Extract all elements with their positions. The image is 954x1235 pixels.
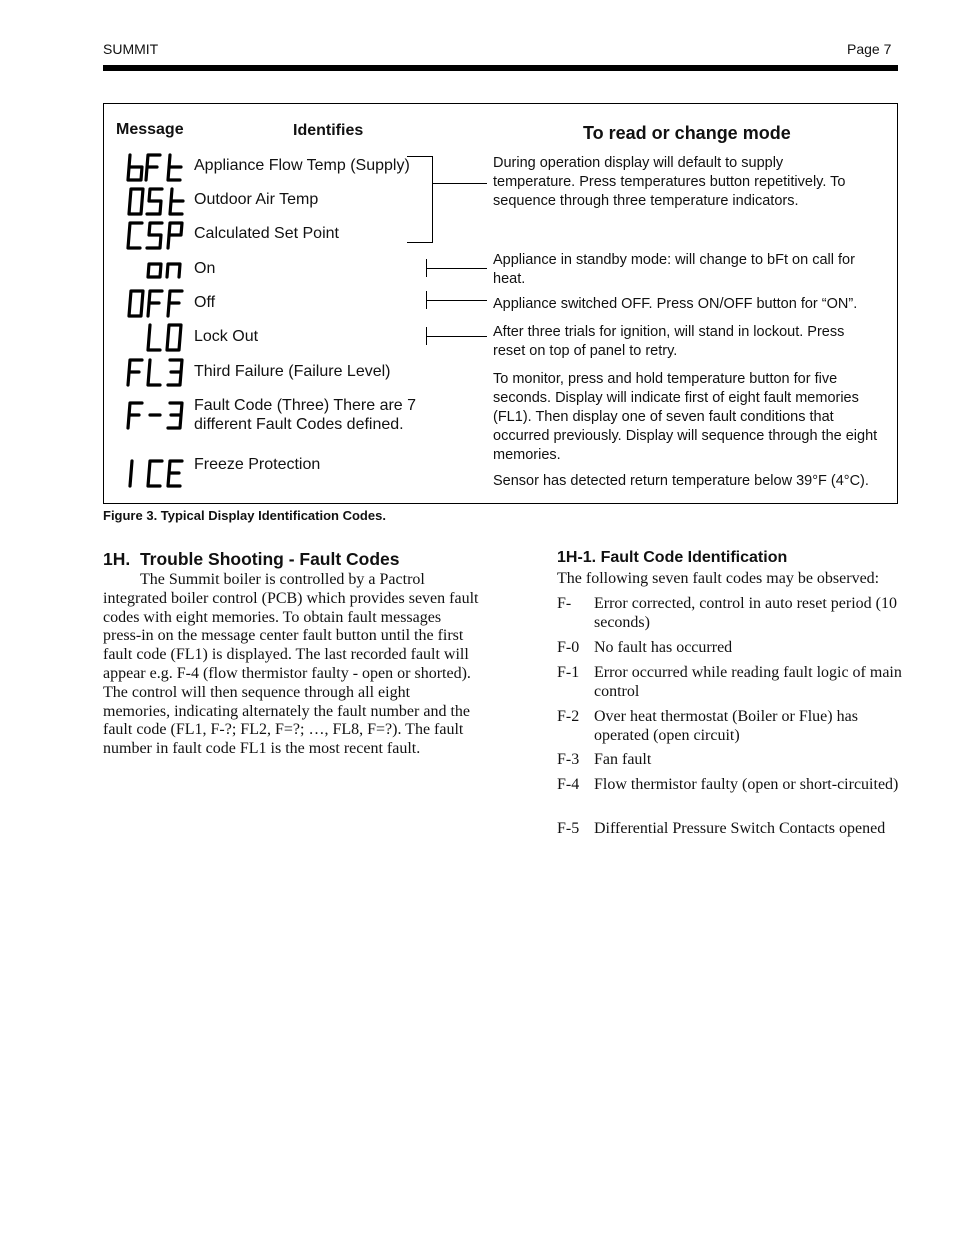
- label-lockout: Lock Out: [194, 328, 259, 345]
- fault-description: No fault has occurred: [594, 639, 733, 656]
- fault-code: F-: [557, 595, 572, 612]
- desc-ice: Sensor has detected return temperature below 39°F (4°C).: [493, 473, 869, 489]
- fault-item: [557, 776, 902, 795]
- fault-code: F-1: [557, 664, 580, 681]
- section-1h-title: 1H. Trouble Shooting - Fault Codes: [103, 549, 400, 569]
- fault-code: F-2: [557, 708, 580, 725]
- fault-item: [557, 595, 902, 633]
- label-ice: Freeze Protection: [194, 456, 321, 473]
- col-mode-heading: To read or change mode: [583, 123, 791, 143]
- bracket-bottom: [407, 242, 433, 243]
- label-f3: Fault Code (Three) There are 7 different Fault Codes defined.: [194, 397, 417, 433]
- fault-code: F-0: [557, 639, 580, 656]
- lcd-code-on: [143, 257, 187, 281]
- label-off: Off: [194, 294, 216, 311]
- fault-item: [557, 664, 902, 702]
- col-identifies-heading: Identifies: [293, 122, 364, 139]
- col-message-heading: Message: [116, 121, 184, 138]
- lcd-code-ice: [124, 458, 186, 490]
- fault-item: [557, 751, 902, 770]
- fault-description: Flow thermistor faulty (open or short-circuited): [594, 776, 899, 793]
- leader-off: [426, 300, 487, 301]
- desc-lockout: After three trials for ignition, will stand in lockout. Press reset on top of panel to retry.: [493, 324, 845, 359]
- label-csp: Calculated Set Point: [194, 225, 339, 242]
- header-rule: [103, 65, 898, 71]
- desc-fault: To monitor, press and hold temperature button for five seconds. Display will indicate first of eight fault memories (FL1). Then display one of seven fault conditions that occurred previously. Display will sequence through the eight memories.: [493, 371, 878, 463]
- leader-on: [426, 268, 487, 269]
- desc-temperature: During operation display will default to supply temperature. Press temperatures button repetitively. To sequence through three temperature indicators.: [493, 155, 846, 209]
- lcd-code-fl3: [124, 357, 186, 389]
- fault-item: [557, 639, 902, 658]
- desc-off: Appliance switched OFF. Press ON/OFF button for “ON”.: [493, 296, 858, 312]
- figure-caption: Figure 3. Typical Display Identification Codes.: [103, 508, 386, 523]
- fault-description: Differential Pressure Switch Contacts opened: [594, 820, 886, 837]
- fault-item: [557, 820, 902, 839]
- fault-description: Error corrected, control in auto reset period (10 seconds): [594, 595, 897, 631]
- lcd-code-csp: [124, 220, 186, 252]
- lcd-code-ost: [124, 186, 186, 218]
- desc-on: Appliance in standby mode: will change to bFt on call for heat.: [493, 252, 855, 287]
- lcd-code-bft: [124, 152, 186, 184]
- lcd-code-off: [124, 288, 186, 320]
- fault-item: [557, 708, 902, 746]
- label-fl3: Third Failure (Failure Level): [194, 363, 391, 380]
- fault-description: Fan fault: [594, 751, 652, 768]
- label-bft: Appliance Flow Temp (Supply): [194, 157, 410, 174]
- fault-description: Over heat thermostat (Boiler or Flue) has operated (open circuit): [594, 708, 858, 744]
- fault-code: F-4: [557, 776, 580, 793]
- bracket-top: [407, 156, 433, 157]
- label-on: On: [194, 260, 216, 277]
- lcd-code-f3: [124, 400, 186, 432]
- section-1h1-title: 1H-1. Fault Code Identification: [557, 549, 788, 566]
- page-number: Page 7: [847, 41, 892, 57]
- leader-lockout: [426, 336, 487, 337]
- bracket-vertical: [432, 156, 433, 243]
- leader-temp: [432, 183, 487, 184]
- header-title: SUMMIT: [103, 41, 159, 57]
- label-ost: Outdoor Air Temp: [194, 191, 319, 208]
- lcd-code-lo: [143, 322, 187, 354]
- section-1h-body: The Summit boiler is controlled by a Pactrol integrated boiler control (PCB) which provides seven fault codes with eight memories. To obtain fault messages press-in on the message center fault button until the first fault code (FL1) is displayed. The last recorded fault will appear e.g. F-4 (flow thermistor faulty - open or shorted). The control will then sequence through all eight memories, indicating alternately the fault number and the fault code (FL1, F-?; FL2, F=?; …, FL8, F=?). The fault number in fault code FL1 is the most recent fault.: [103, 571, 479, 758]
- fault-code: F-3: [557, 751, 580, 768]
- section-1h1-intro: The following seven fault codes may be observed:: [557, 570, 880, 587]
- fault-description: Error occurred while reading fault logic of main control: [594, 664, 902, 700]
- fault-code: F-5: [557, 820, 580, 837]
